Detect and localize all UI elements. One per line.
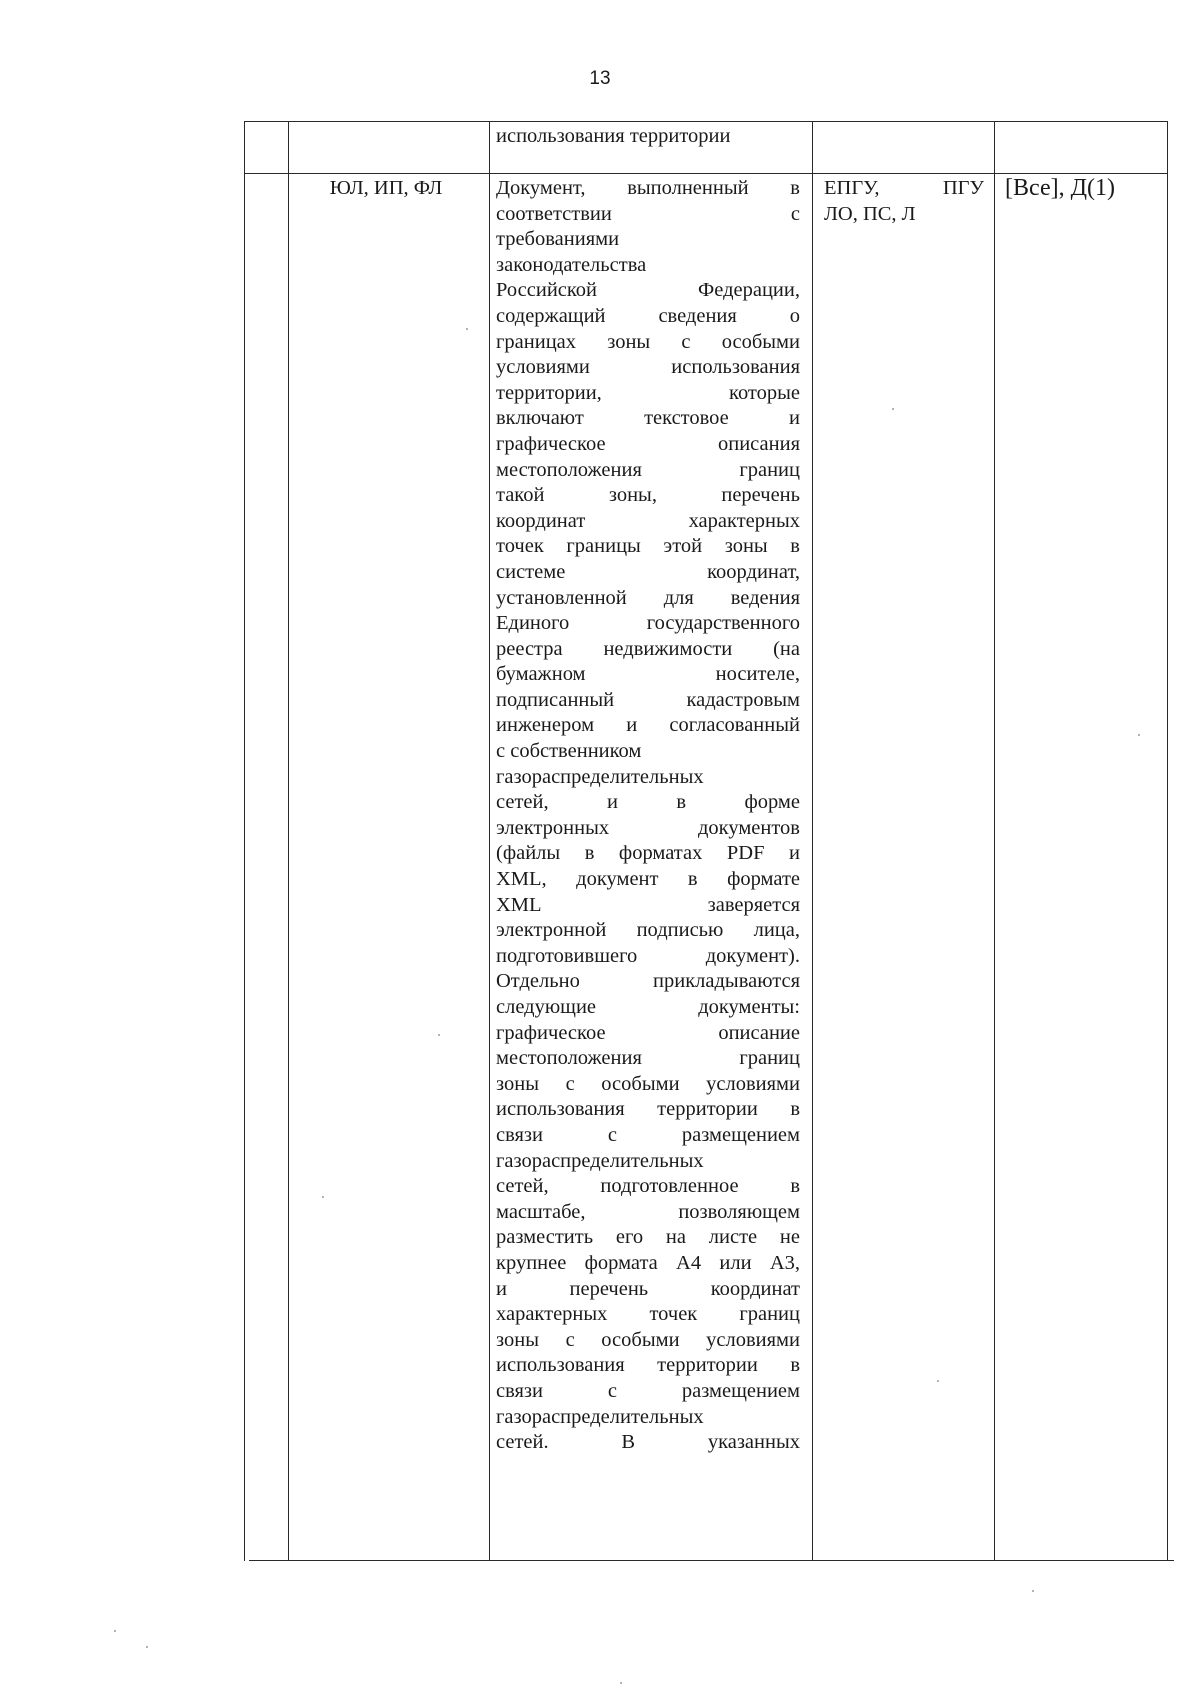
document-line: требованиями bbox=[496, 228, 620, 251]
document-line: точек границы этой зоны в bbox=[496, 535, 800, 558]
access-code-cell: [Все], Д(1) bbox=[1005, 175, 1115, 201]
applicant-types-cell: ЮЛ, ИП, ФЛ bbox=[329, 177, 443, 199]
document-line: Единого государственного bbox=[496, 612, 800, 635]
submission-channels-cell bbox=[824, 176, 984, 227]
document-line: и перечень координат bbox=[496, 1277, 800, 1300]
col-border-5 bbox=[994, 121, 995, 1561]
document-line: инженером и согласованный bbox=[496, 714, 800, 737]
document-line: Документ, выполненный в bbox=[496, 177, 800, 199]
page-number: 13 bbox=[589, 68, 611, 89]
document-line: следующие документы: bbox=[496, 996, 800, 1018]
document-line: электронной подписью лица, bbox=[496, 919, 800, 942]
scan-speck bbox=[438, 1034, 440, 1036]
document-line: сетей, и в форме bbox=[496, 791, 800, 814]
document-line: территории, которые bbox=[496, 381, 800, 404]
document-line: газораспределительных bbox=[496, 1149, 704, 1172]
document-line: графическое описания bbox=[496, 432, 800, 455]
document-line: включают текстовое и bbox=[496, 407, 800, 430]
document-line: зоны с особыми условиями bbox=[496, 1328, 800, 1351]
scan-speck bbox=[1032, 1590, 1034, 1592]
document-line: установленной для ведения bbox=[496, 586, 800, 609]
document-line: подписанный кадастровым bbox=[496, 688, 800, 711]
document-line: XML, документ в формате bbox=[496, 868, 800, 891]
document-line: бумажном носителе, bbox=[496, 663, 800, 686]
scan-speck bbox=[620, 1682, 622, 1684]
document-line: крупнее формата А4 или А3, bbox=[496, 1251, 800, 1274]
document-line: разместить его на листе не bbox=[496, 1226, 800, 1249]
document-line: местоположения границ bbox=[496, 458, 800, 481]
scan-speck bbox=[466, 328, 468, 330]
document-line: зоны с особыми условиями bbox=[496, 1072, 800, 1095]
document-line: Отдельно прикладываются bbox=[496, 970, 800, 993]
document-line: масштабе, позволяющем bbox=[496, 1200, 800, 1223]
document-line: границах зоны с особыми bbox=[496, 330, 800, 353]
channel-line: ЕПГУ, ПГУ bbox=[824, 177, 984, 199]
document-line: газораспределительных bbox=[496, 1405, 704, 1428]
document-line: законодательства bbox=[496, 253, 647, 276]
document-line: реестра недвижимости (на bbox=[496, 637, 800, 660]
scan-speck bbox=[114, 1630, 116, 1632]
col-border-1 bbox=[244, 121, 245, 1561]
document-line: сетей, подготовленное в bbox=[496, 1175, 800, 1198]
document-line: содержащий сведения о bbox=[496, 304, 800, 327]
document-description-cell bbox=[496, 176, 800, 1456]
document-line: сетей. В указанных bbox=[496, 1431, 800, 1454]
scan-speck bbox=[146, 1646, 148, 1648]
col-border-3 bbox=[489, 121, 490, 1561]
document-line: Российской Федерации, bbox=[496, 279, 800, 302]
document-line: системе координат, bbox=[496, 560, 800, 583]
document-line: использования территории в bbox=[496, 1098, 800, 1121]
document-line: местоположения границ bbox=[496, 1047, 800, 1070]
document-line: такой зоны, перечень bbox=[496, 484, 800, 507]
col-border-4 bbox=[812, 121, 813, 1561]
document-line: графическое описание bbox=[496, 1021, 800, 1044]
col-border-2 bbox=[288, 121, 289, 1561]
document-line: использования территории в bbox=[496, 1354, 800, 1377]
document-line: подготовившего документ). bbox=[496, 944, 800, 967]
document-line: координат характерных bbox=[496, 509, 800, 532]
scan-speck bbox=[937, 1380, 939, 1382]
document-line: характерных точек границ bbox=[496, 1303, 800, 1326]
table-bottom-border bbox=[249, 1560, 1174, 1561]
table-top-border bbox=[244, 121, 1168, 122]
document-line: связи с размещением bbox=[496, 1379, 800, 1402]
scan-speck bbox=[322, 1196, 324, 1198]
document-line: связи с размещением bbox=[496, 1123, 800, 1146]
document-line: условиями использования bbox=[496, 356, 800, 379]
prev-row-document-cell: использования территории bbox=[496, 125, 731, 147]
document-line: соответствии с bbox=[496, 202, 800, 225]
channel-line: ЛО, ПС, Л bbox=[824, 202, 916, 225]
document-line: с собственником bbox=[496, 740, 642, 763]
document-line: газораспределительных bbox=[496, 765, 704, 788]
col-border-6 bbox=[1167, 121, 1168, 1561]
document-line: электронных документов bbox=[496, 816, 800, 839]
scan-speck bbox=[1138, 734, 1140, 736]
scan-speck bbox=[892, 408, 894, 410]
document-line: (файлы в форматах PDF и bbox=[496, 842, 800, 865]
document-line: XML заверяется bbox=[496, 893, 800, 916]
